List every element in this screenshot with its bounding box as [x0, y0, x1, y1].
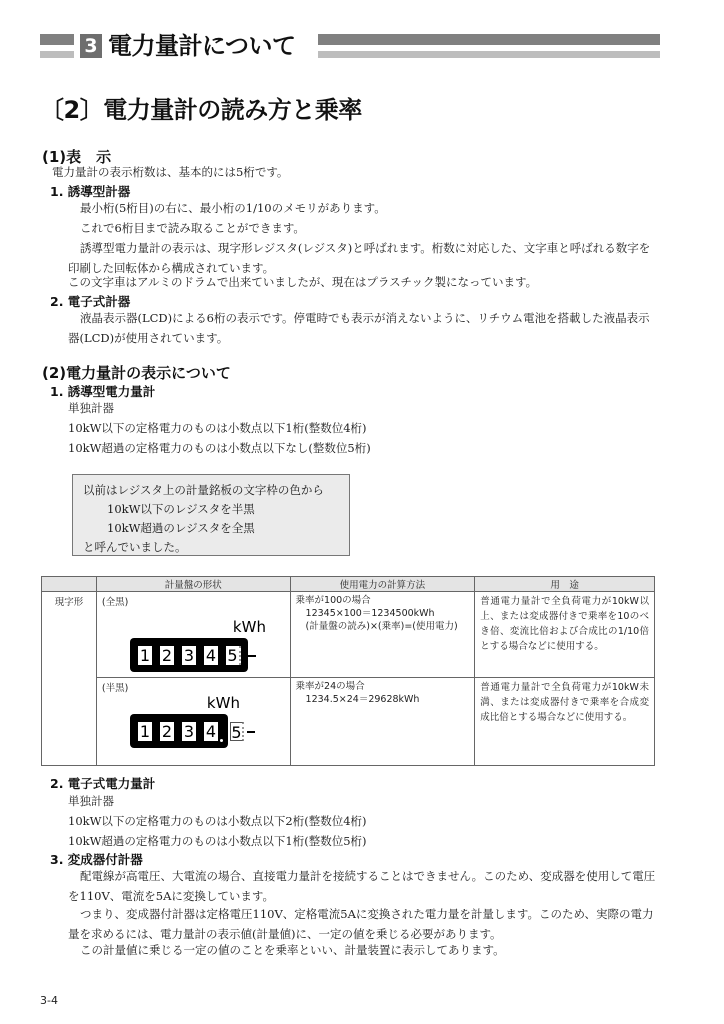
chapter-banner: [40, 30, 660, 64]
text-line: 10kW超過の定格電力のものは小数点以下1桁(整数位5桁): [68, 834, 367, 848]
paragraph: 最小桁(5桁目)の右に、最小桁の1/10のメモリがあります。: [80, 201, 386, 215]
text-line: 10kW以下の定格電力のものは小数点以下1桁(整数位4桁): [68, 421, 367, 435]
pointer-mark-icon: [247, 731, 255, 733]
meter-display-table: [41, 576, 655, 766]
shape-label: (半黒): [101, 683, 129, 694]
calc-cell: [290, 592, 475, 678]
paragraph: これで6桁目まで読み取ることができます。: [80, 221, 305, 235]
meter-digit: 1: [139, 722, 151, 741]
shape-cell: [96, 592, 290, 678]
decimal-point-icon: [220, 739, 223, 742]
paragraph: 誘導型電力量計の表示は、現字形レジスタ(レジスタ)と呼ばれます。桁数に対応した、文字車と呼ばれる数字を印刷した回転体から構成されています。: [68, 241, 651, 275]
paragraph: 液晶表示器(LCD)による6桁の表示です。停電時でも表示が消えないように、リチウム電池を搭載した液晶表示器(LCD)が使用されています。: [68, 311, 650, 345]
part2-item1-heading: 1. 誘導型電力量計: [50, 384, 156, 399]
meter-digit: 1: [139, 646, 151, 665]
table-header: 用 途: [475, 577, 655, 592]
paragraph: 配電線が高電圧、大電流の場合、直接電力量計を接続することはできません。このため、変成器を使用して電圧を110V、電流を5Aに変換しています。: [68, 869, 656, 903]
note-line: 10kW以下のレジスタを半黒: [107, 502, 255, 516]
meter-digit-decimal: 5: [230, 722, 244, 741]
part2-item3-heading: 3. 変成器付計器: [50, 852, 143, 867]
meter-digit: 4: [205, 646, 217, 665]
register-type: 現字形: [42, 592, 97, 766]
part1-item1-heading: 1. 誘導型計器: [50, 184, 131, 199]
unit-label: kWh: [206, 694, 240, 712]
banner-tail-bar-light: [318, 51, 660, 58]
part2-heading: (2)電力量計の表示について: [42, 364, 231, 382]
meter-digit: 5: [226, 646, 241, 665]
banner-lead-bar-dark: [40, 34, 74, 45]
paragraph: この文字車はアルミのドラムで出来ていましたが、現在はプラスチック製になっています。: [68, 275, 538, 289]
text-line: 10kW超過の定格電力のものは小数点以下なし(整数位5桁): [68, 441, 371, 455]
banner-lead-bar-light: [40, 51, 74, 58]
note-line: 10kW超過のレジスタを全黒: [107, 521, 255, 535]
meter-register-full-black: [130, 638, 248, 672]
table-row: [42, 592, 655, 678]
shape-cell: [96, 678, 290, 766]
page-number: 3-4: [40, 994, 58, 1007]
text-line: 単独計器: [68, 401, 114, 415]
meter-digit: 2: [161, 646, 173, 665]
calc-line: 1234.5×24＝29628kWh: [305, 694, 420, 705]
meter-digit: 3: [183, 722, 195, 741]
section-title: 〔2〕電力量計の読み方と乗率: [40, 96, 362, 124]
text-line: 単独計器: [68, 794, 114, 808]
table-header: 計量盤の形状: [96, 577, 290, 592]
meter-digit: 2: [161, 722, 173, 741]
text-line: 10kW以下の定格電力のものは小数点以下2桁(整数位4桁): [68, 814, 367, 828]
shape-label: (全黒): [101, 597, 129, 608]
pointer-mark-icon: [248, 655, 256, 657]
banner-tail-bar-dark: [318, 34, 660, 45]
meter-digit: 4: [205, 722, 217, 741]
paragraph: つまり、変成器付計器は定格電圧110V、定格電流5Aに変換された電力量を計量します。このため、実際の電力量を求めるには、電力量計の表示値(計量値)に、一定の値を乗じる必要があります。: [68, 907, 654, 941]
calc-line: 乗率が100の場合: [295, 595, 371, 606]
table-row: [42, 678, 655, 766]
table-header: [42, 577, 97, 592]
use-cell: 普通電力量計で全負荷電力が10kW以上、または変成器付きで乗率を10のべき倍、変流比倍および合成比の1/10倍とする場合などに使用する。: [475, 592, 655, 678]
meter-digit: 3: [183, 646, 195, 665]
part1-intro: 電力量計の表示桁数は、基本的には5桁です。: [52, 165, 289, 179]
calc-line: 12345×100＝1234500kWh: [305, 608, 435, 619]
note-line: 以前はレジスタ上の計量銘板の文字枠の色から: [83, 483, 324, 497]
chapter-title: 電力量計について: [108, 32, 296, 60]
chapter-number: 3: [80, 34, 102, 58]
table-header: 使用電力の計算方法: [290, 577, 475, 592]
note-line: と呼んでいました。: [83, 540, 187, 554]
part1-item2-heading: 2. 電子式計器: [50, 294, 131, 309]
part2-item2-heading: 2. 電子式電力量計: [50, 776, 156, 791]
part1-heading: (1)表 示: [42, 148, 112, 166]
meter-register-half-black: [130, 714, 228, 748]
calc-cell: [290, 678, 475, 766]
use-cell: 普通電力量計で全負荷電力が10kW未満、または変成器付きで乗率を合成変成比倍とする場合などに使用する。: [475, 678, 655, 766]
unit-label: kWh: [232, 618, 266, 636]
calc-line: 乗率が24の場合: [295, 681, 365, 692]
note-box: [72, 474, 350, 556]
calc-line: (計量盤の読み)×(乗率)=(使用電力): [305, 621, 458, 632]
paragraph: この計量値に乗じる一定の値のことを乗率といい、計量装置に表示してあります。: [80, 943, 505, 957]
table-header-row: [42, 577, 655, 592]
